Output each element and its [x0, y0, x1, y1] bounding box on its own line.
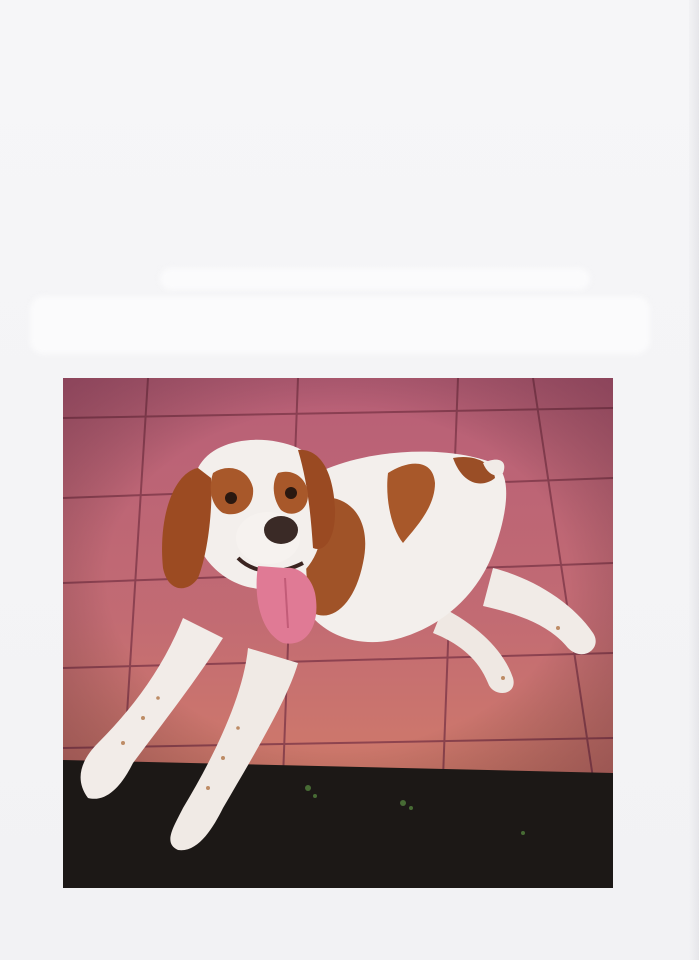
redacted-contact-line-2	[30, 296, 650, 354]
dog-photo-illustration	[63, 378, 613, 888]
redacted-contact-line-1	[160, 268, 590, 290]
paper-edge	[689, 0, 699, 960]
dog-photo	[63, 378, 613, 888]
soil-strip	[63, 760, 613, 888]
